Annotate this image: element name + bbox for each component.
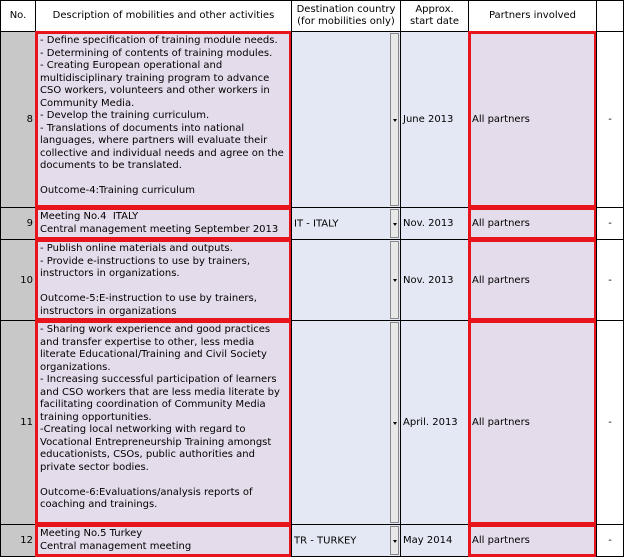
partners-involved[interactable]: All partners: [468, 31, 597, 208]
header-destination: Destination country (for mobilities only): [291, 0, 401, 32]
destination-select[interactable]: [291, 31, 401, 208]
chevron-down-icon: [393, 223, 397, 226]
activity-description[interactable]: Meeting No.4 ITALY Central management meeting September 2013: [35, 207, 292, 240]
start-date[interactable]: April. 2013: [400, 320, 469, 525]
dropdown-button[interactable]: [390, 33, 399, 206]
header-start-date: Approx. start date: [400, 0, 469, 32]
activity-description[interactable]: - Sharing work experience and good practices and transfer expertise to other, less media literate Educational/Training and Civil Society organizations. - Increasing successful participation of learners and CSO workers that are less media literate by facilitating coordination of Community Media training opportunities. -Creating local networking with regard to Vocational Entrepreneurship Training amongst educationists, CSOs, public authorities and private sector bodies. Outcome-6:Evaluations/analysis reports of coaching and trainings.: [35, 320, 292, 525]
chevron-down-icon: [393, 119, 397, 122]
header-no: No.: [0, 0, 36, 32]
destination-select[interactable]: [291, 320, 401, 525]
partners-involved[interactable]: All partners: [468, 320, 597, 525]
partners-involved[interactable]: All partners: [468, 524, 597, 557]
dropdown-button[interactable]: [390, 322, 399, 523]
chevron-down-icon: [393, 422, 397, 425]
extra-value: -: [596, 524, 624, 557]
destination-select[interactable]: [291, 239, 401, 321]
extra-value: -: [596, 239, 624, 321]
header-partners: Partners involved: [468, 0, 597, 32]
dropdown-button[interactable]: [390, 209, 399, 238]
activity-description[interactable]: - Publish online materials and outputs. - Provide e-instructions to use by trainers, instructors in organizations. Outcome-5:E-instruction to use by trainers, instructors in organizations: [35, 239, 292, 321]
chevron-down-icon: [393, 540, 397, 543]
partners-involved[interactable]: All partners: [468, 239, 597, 321]
row-number: 12: [0, 524, 36, 557]
start-date[interactable]: June 2013: [400, 31, 469, 208]
row-number: 10: [0, 239, 36, 321]
partners-involved[interactable]: All partners: [468, 207, 597, 240]
destination-select[interactable]: [291, 207, 401, 240]
dropdown-button[interactable]: [390, 526, 399, 555]
chevron-down-icon: [393, 279, 397, 282]
dropdown-button[interactable]: [390, 241, 399, 319]
row-number: 11: [0, 320, 36, 525]
destination-value: TR - TURKEY: [294, 535, 357, 546]
destination-select[interactable]: [291, 524, 401, 557]
header-description: Description of mobilities and other activities: [35, 0, 292, 32]
start-date[interactable]: Nov. 2013: [400, 207, 469, 240]
extra-value: -: [596, 320, 624, 525]
extra-value: -: [596, 207, 624, 240]
activity-description[interactable]: Meeting No.5 Turkey Central management meeting: [35, 524, 292, 557]
start-date[interactable]: Nov. 2013: [400, 239, 469, 321]
destination-value: IT - ITALY: [294, 218, 339, 229]
extra-value: -: [596, 31, 624, 208]
start-date[interactable]: May 2014: [400, 524, 469, 557]
row-number: 8: [0, 31, 36, 208]
activity-description[interactable]: - Define specification of training module needs. - Determining of contents of training modules. - Creating European operational and multidisciplinary training program to advance CSO workers, volunteers and other workers in Community Media. - Develop the training curriculum. - Translations of documents into national languages, where partners will evaluate their collective and individual needs and agree on the documents to be translated. Outcome-4:Training curriculum: [35, 31, 292, 208]
row-number: 9: [0, 207, 36, 240]
header-extra: [596, 0, 624, 32]
